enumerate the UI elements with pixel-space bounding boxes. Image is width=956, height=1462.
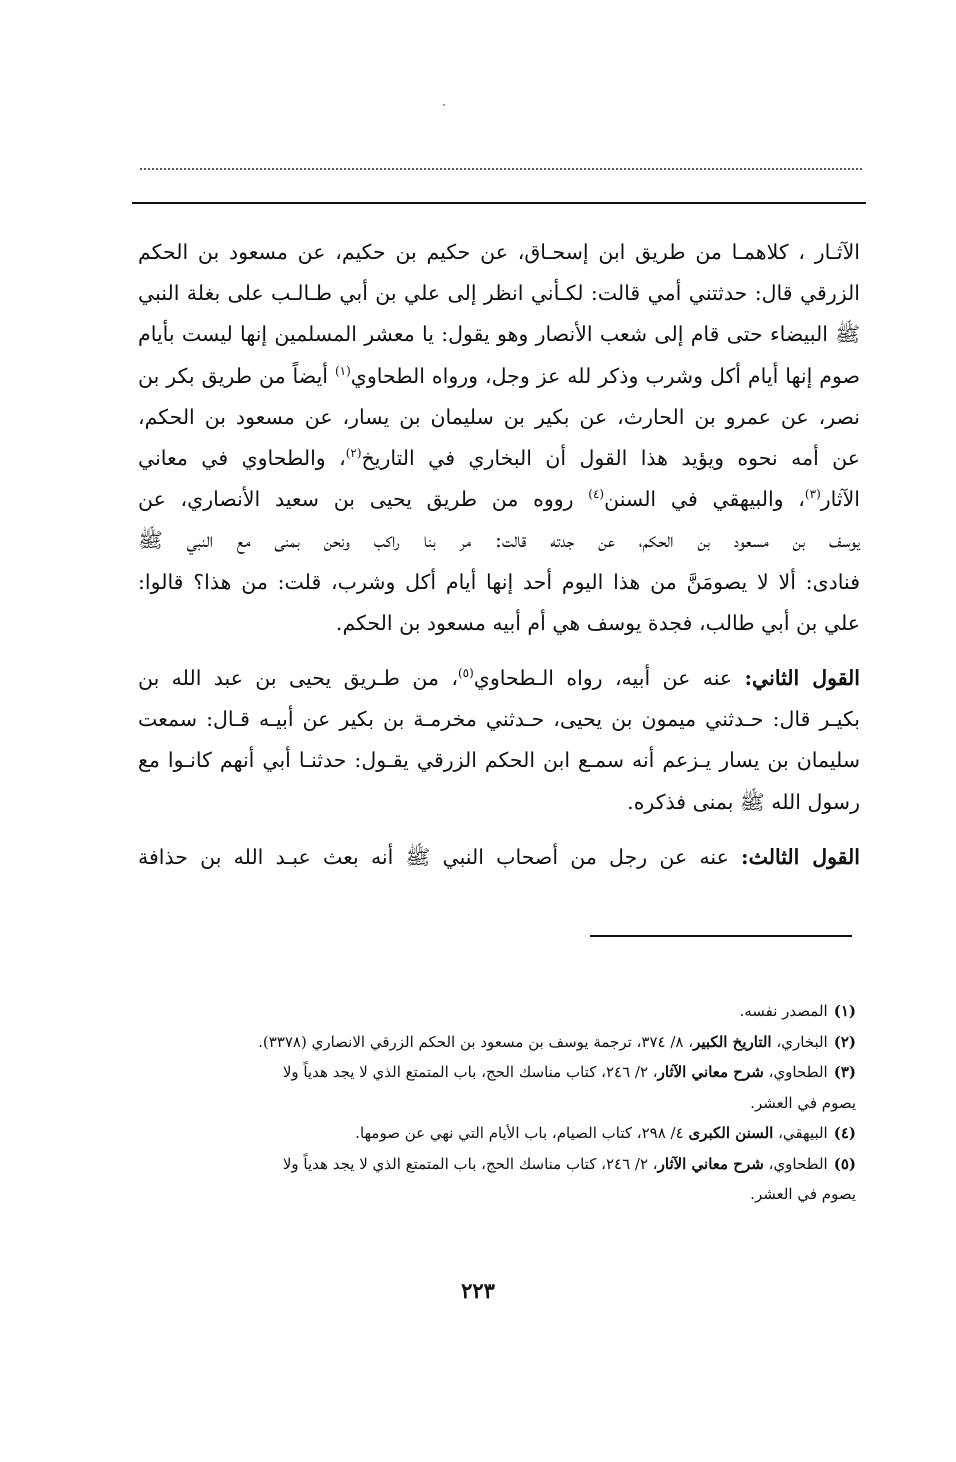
scan-speck [443, 104, 445, 106]
book-title: السنن الكبرى [688, 1124, 774, 1142]
footnote-continuation: يصوم في العشر. [750, 1093, 856, 1112]
text-line: القول الثاني: عنه عن أبيه، رواه الـطحاوي$^{(٥)}$، من طـريق يحيى بن عبد الله بن [138, 666, 861, 691]
footnote-number: (٢) [833, 1032, 856, 1051]
dotted-separator [140, 168, 862, 170]
footnote-number: (٣) [833, 1063, 856, 1081]
footnote-ref[interactable]: (١) [334, 363, 351, 378]
footnote-number: (٤) [833, 1124, 856, 1142]
footnote-ref[interactable]: (٥) [457, 666, 474, 681]
text-line: صوم إنها أيام أكل وشرب وذكر لله عز وجل، ورواه الطحاوي$^{(١)}$ أيضاً من طريق بكر بن [138, 363, 860, 388]
text-line: فنادى: ألا لا يصومَنَّ من هذا اليوم أحد إنها أيام أكل وشرب، قلت: من هذا؟ قالوا: [138, 569, 860, 594]
footnotes [120, 996, 856, 1210]
text-line: الزرقي قال: حدثتني أمي قالت: لكـأني انظر إلى علي بن أبي طـالـب على بغلة النبي [138, 281, 860, 306]
footnote-number: (١) [833, 1002, 856, 1020]
page-number: ٢٢٣ [461, 1278, 495, 1303]
text-line: الآثـار ، كلاهمـا من طريق ابن إسحـاق، عن حكيم بن حكيم، عن مسعود بن الحكم [138, 240, 860, 264]
text-line: رسول الله ﷺ بمنى فذكره. [627, 789, 860, 814]
footnote-3: (٣)الطحاوي، شرح معاني الآثار، ٢/ ٢٤٦، كتاب مناسك الحج، باب المتمتع الذي لا يجد هدياً ولا يصوم في العشر. [120, 1057, 856, 1118]
text-line: علي بن أبي طالب، فجدة يوسف هي أم أبيه مسعود بن الحكم. [335, 610, 860, 635]
text-line: بكيـر قال: حـدثني ميمون بن يحيى، حـدثني مخرمـة بن بكير عن أبيـه قـال: سمعت [138, 707, 860, 732]
footnote-ref[interactable]: (٤) [588, 487, 605, 502]
book-title: التاريخ الكبير [693, 1032, 772, 1051]
footnote-ref[interactable]: (٢) [345, 446, 362, 461]
footnote-2: (٢)البخاري، التاريخ الكبير، ٨/ ٣٧٤، ترجمة يوسف بن مسعود بن الحكم الزرقي الانصاري (٣٣٧٨). [258, 1032, 856, 1051]
paragraph-2 [138, 658, 860, 823]
text-line: الآثار$^{(٣)}$، والبيهقي في السنن$^{(٤)}$ رووه من طريق يحيى بن سعيد الأنصاري، عن [138, 487, 860, 512]
footnote-4: (٤)البيهقي، السنن الكبرى ٤/ ٢٩٨، كتاب الصيام، باب الأيام التي نهي عن صومها. [355, 1124, 856, 1142]
paragraph-3 [138, 837, 860, 878]
footnote-rule [590, 935, 852, 937]
text-line: القول الثالث: عنه عن رجل من أصحاب النبي ﷺ أنه بعث عبـد الله بن حذافة [138, 844, 860, 869]
text-line: سليمان بن يسار يـزعم أنه سمـع ابن الحكم الزرقي يقـول: حدثنـا أبي أنهم كانـوا مع [138, 748, 860, 773]
footnote-ref[interactable]: (٣) [804, 487, 821, 502]
book-title: شرح معاني الآثار [657, 1154, 764, 1173]
footnote-continuation: يصوم في العشر. [750, 1185, 856, 1203]
text-line: عن أمه نحوه ويؤيد هذا القول أن البخاري في التاريخ$^{(٢)}$، والطحاوي في معاني [138, 446, 860, 471]
footnote-number: (٥) [833, 1154, 856, 1173]
footnote-1: (١)المصدر نفسه. [739, 1002, 856, 1020]
header-rule [132, 202, 866, 204]
footnote-5: (٥)الطحاوي، شرح معاني الآثار، ٢/ ٢٤٦، كتاب مناسك الحج، باب المتمتع الذي لا يجد هدياً ولا يصوم في العشر. [120, 1149, 856, 1210]
main-text [138, 232, 860, 892]
section-lead: القول الثاني: [744, 666, 861, 691]
book-title: شرح معاني الآثار [657, 1063, 764, 1081]
text-line: يوسف بن مسعود بن الحكم، عن جدته قالت: مر بنا راكب ونحن بمنى مع النبي ﷺ [138, 528, 860, 553]
text-line: نصر، عن عمرو بن الحارث، عن بكير بن سليمان بن يسار، عن مسعود بن الحكم، [138, 404, 860, 429]
paragraph-1 [138, 232, 860, 644]
text-line: ﷺ البيضاء حتى قام إلى شعب الأنصار وهو يقول: يا معشر المسلمين إنها ليست بأيام [138, 322, 860, 347]
section-lead: القول الثالث: [741, 844, 860, 869]
